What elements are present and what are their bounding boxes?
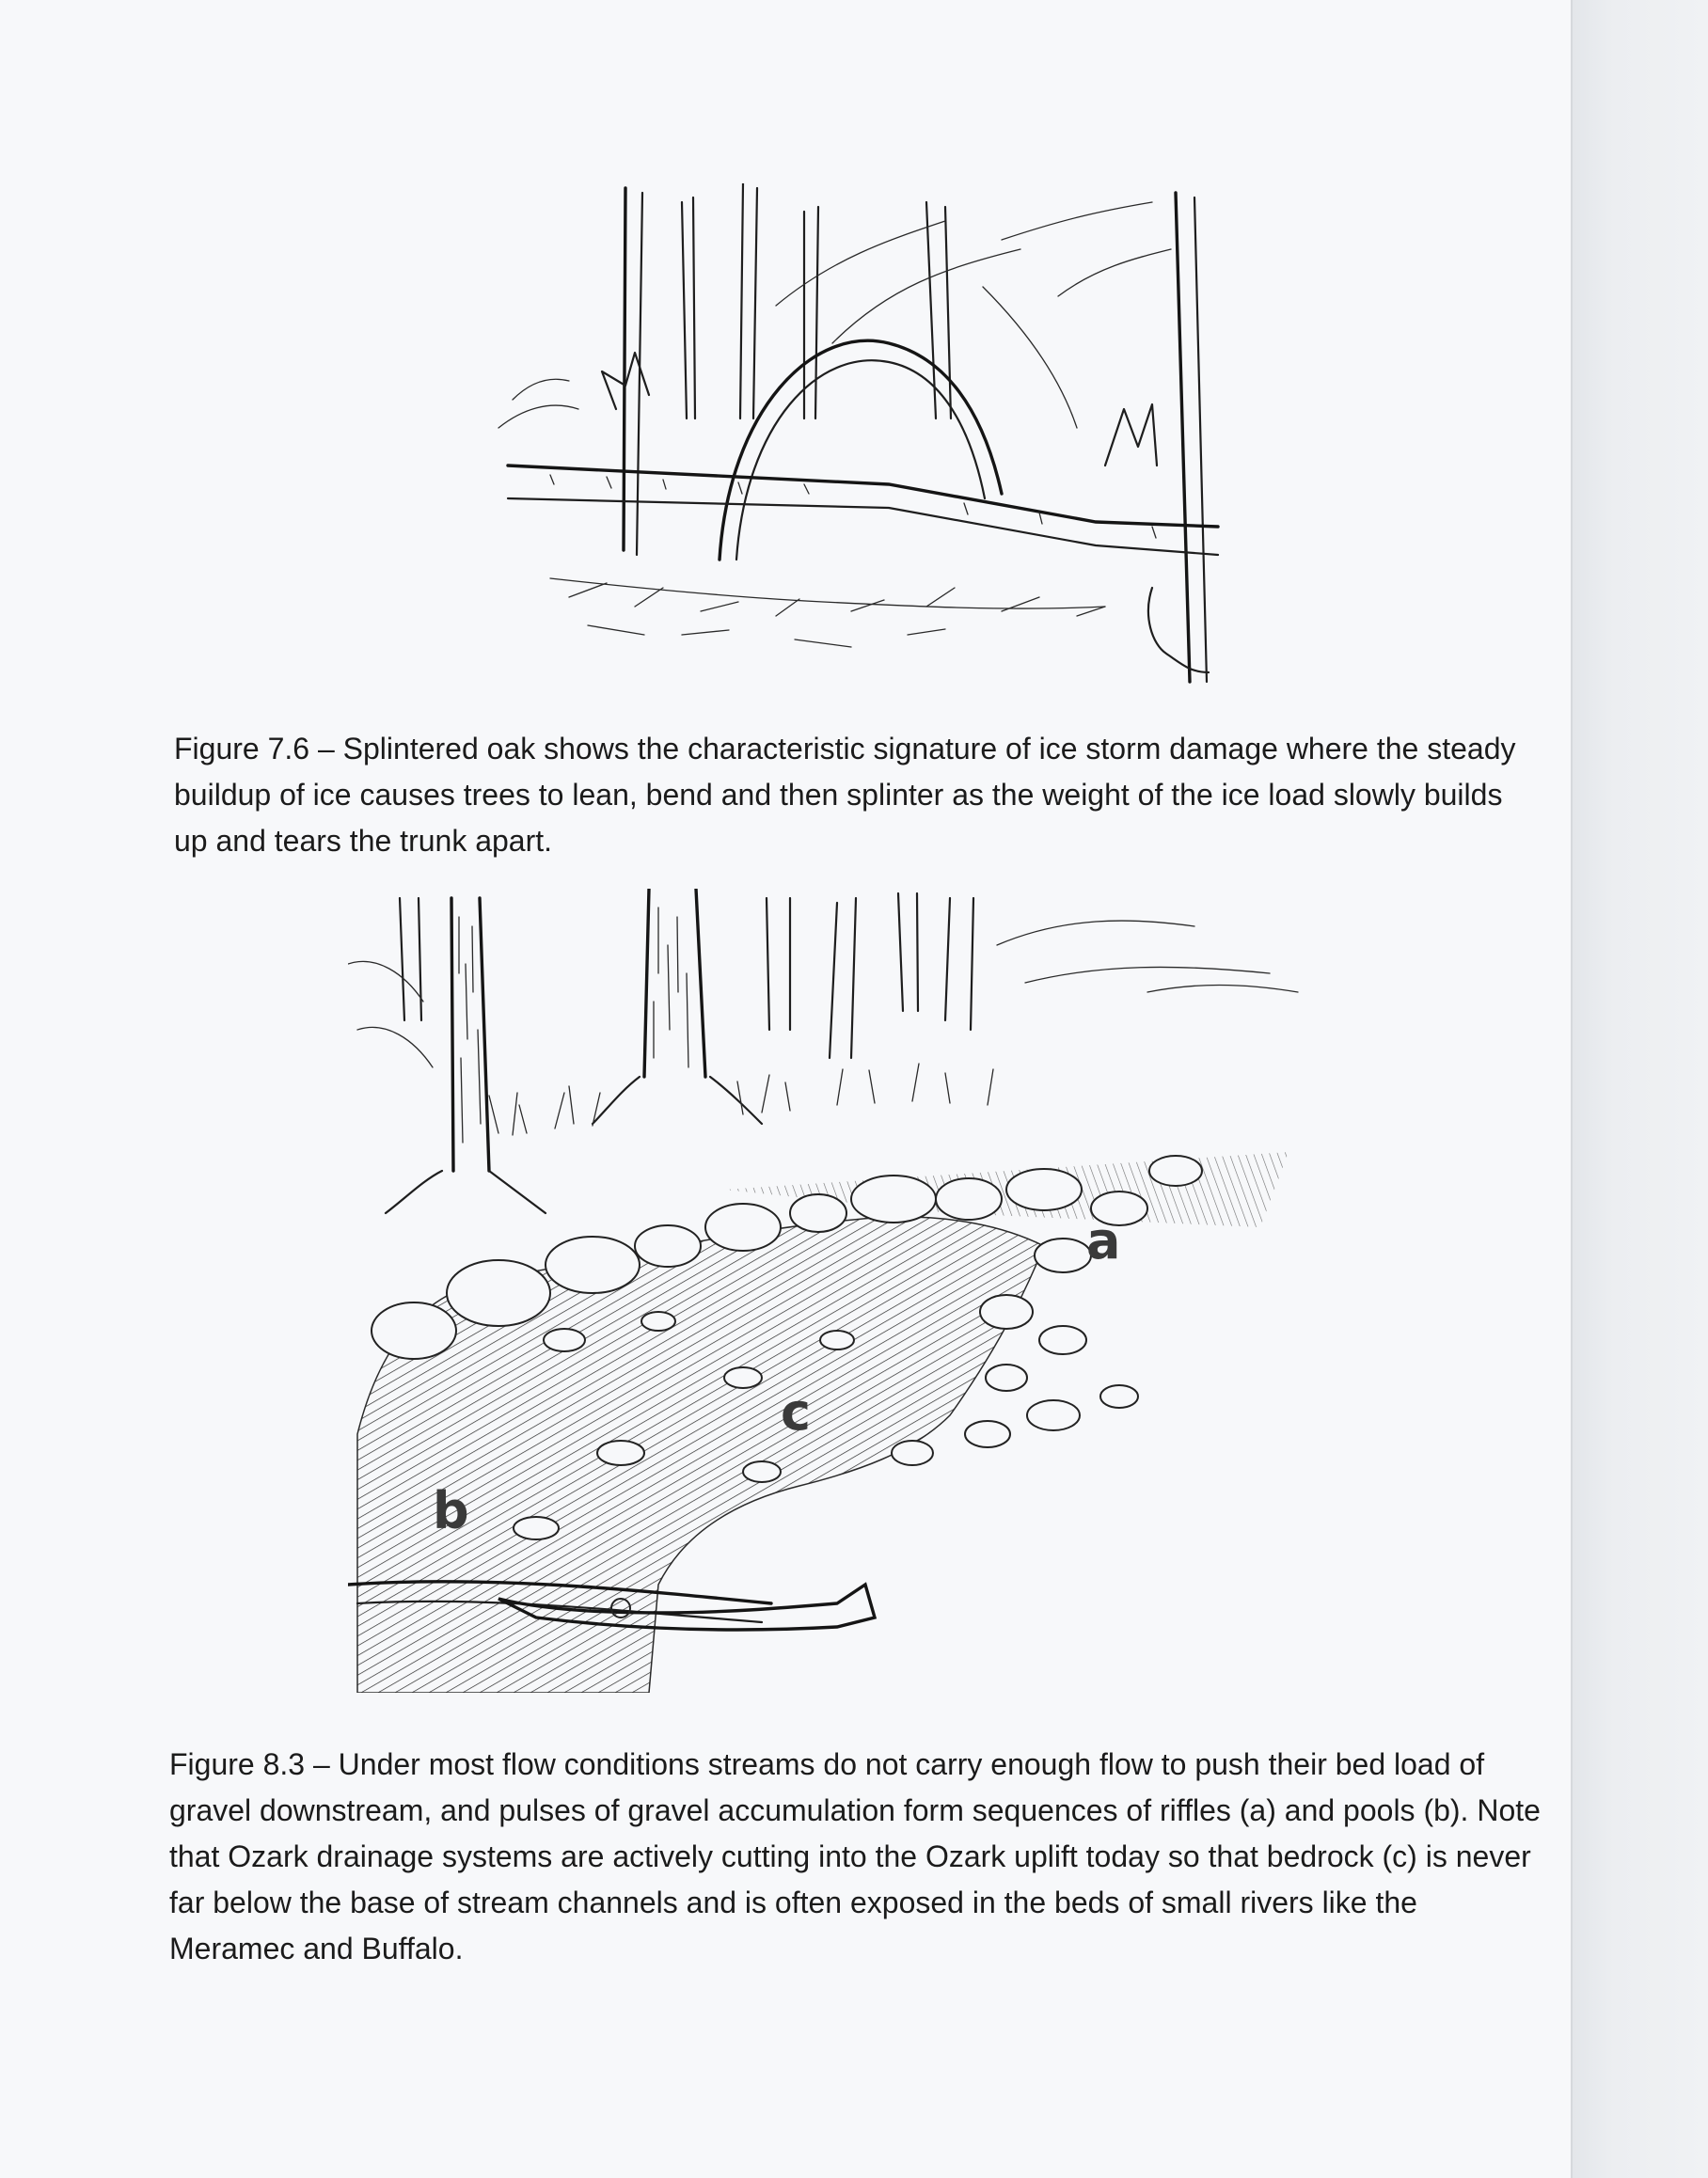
ice-storm-illustration [494, 183, 1223, 696]
scan-edge [1571, 0, 1708, 2178]
stream-channel-illustration [348, 889, 1373, 1693]
pool-label: b [433, 1481, 469, 1540]
bedrock-label: c [781, 1382, 812, 1442]
figure-8-3-caption: Figure 8.3 – Under most flow conditions streams do not carry enough flow to push their bed load of gravel downstream, and pulses of gravel accumulation form sequences of riffles (a) and pools (b). Note that Ozark drainage systems are actively cutting into the Ozark uplift today so that bedrock (c) is never far below the base of stream channels and is often exposed in the beds of small rivers like the Meramec and Buffalo. [169, 1747, 1541, 1965]
ice-storm-drawing [494, 183, 1223, 696]
riffle-label: a [1086, 1211, 1121, 1270]
stream-channel-drawing [348, 889, 1373, 1693]
figure-7-6-caption: Figure 7.6 – Splintered oak shows the characteristic signature of ice storm damage where the steady buildup of ice causes trees to lean, bend and then splinter as the weight of the ice load slowly builds up and tears the trunk apart. [174, 732, 1516, 858]
